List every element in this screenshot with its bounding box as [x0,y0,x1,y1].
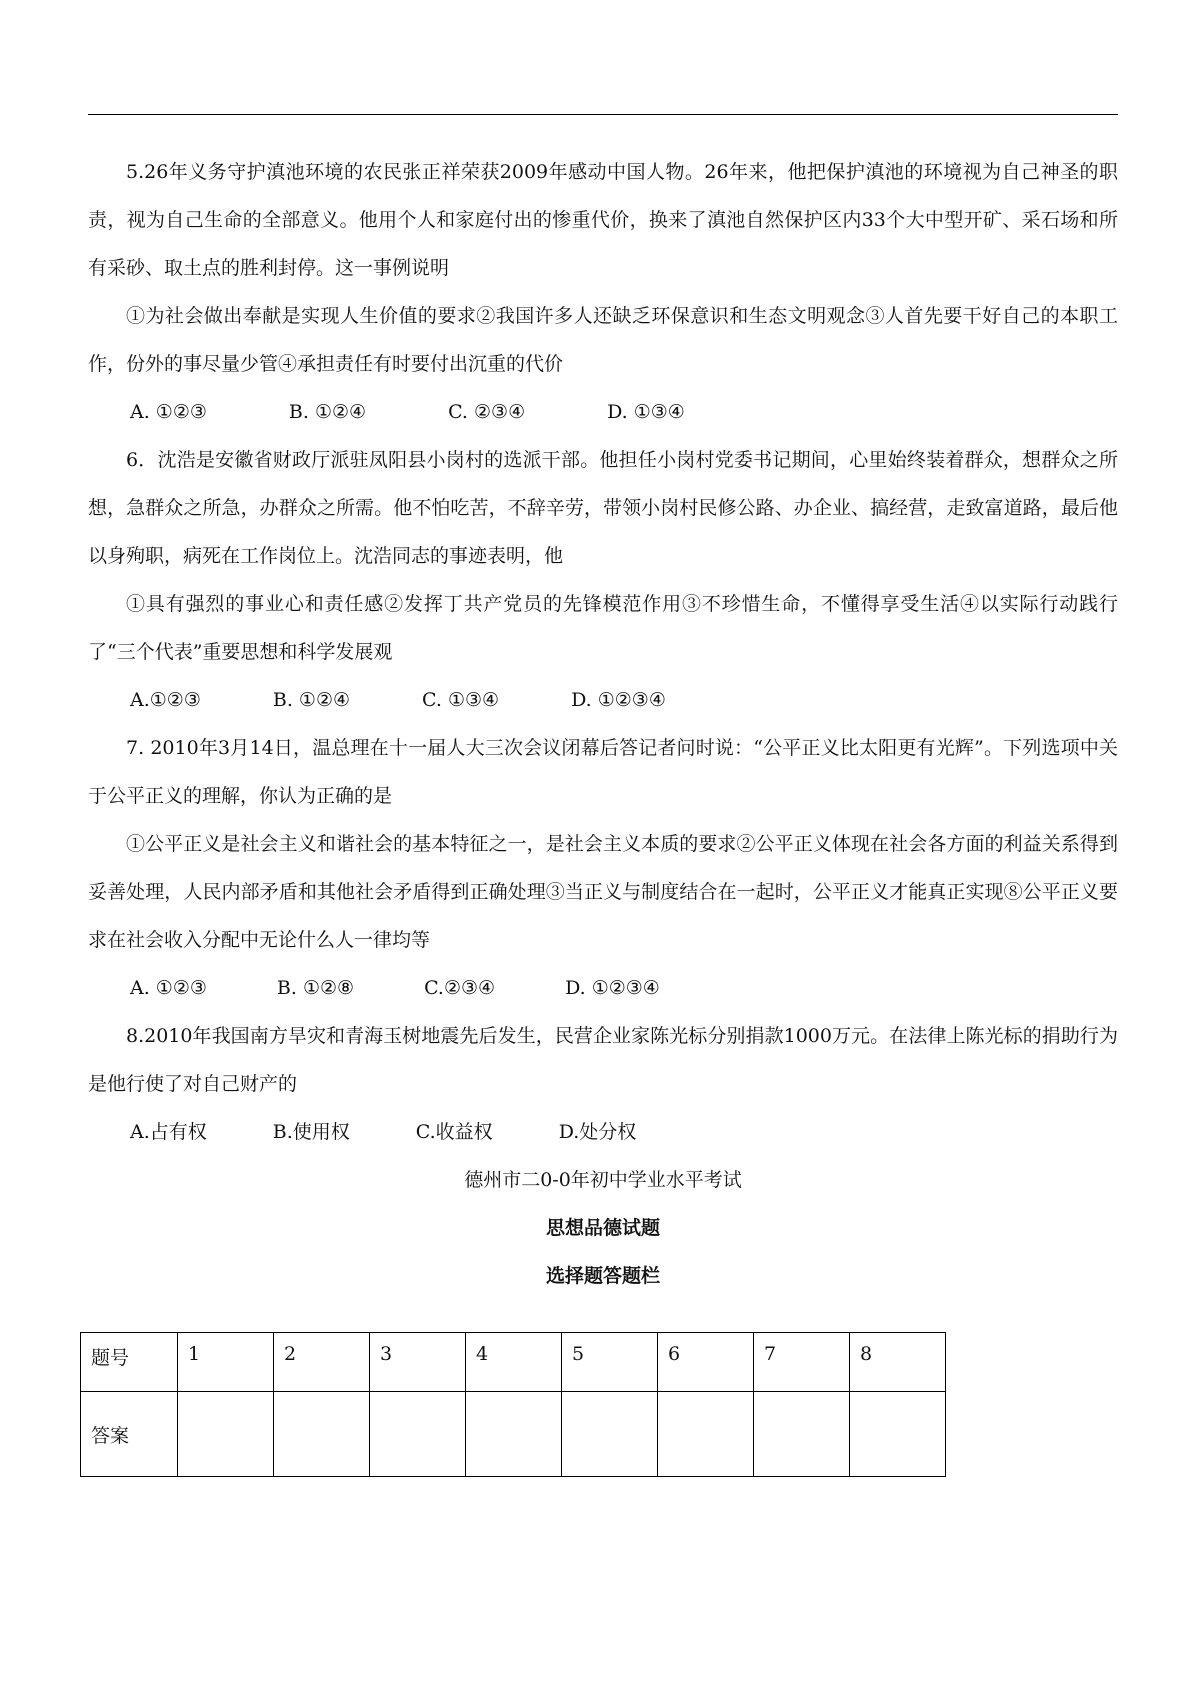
question-number-cell: 4 [466,1333,562,1392]
question-8 [88,1012,1118,1156]
question-7-stem: 7. 2010年3月14日，温总理在十一届人大三次会议闭幕后答记者问时说：“公平正义比太阳更有光辉”。下列选项中关于公平正义的理解，你认为正确的是 [88,737,1118,807]
question-5 [88,148,1118,436]
question-5-options [88,388,1118,436]
option-a: A.占有权 [130,1121,207,1143]
option-c: C. ②③④ [448,401,526,423]
question-number-cell: 5 [562,1333,658,1392]
question-number-cell: 8 [850,1333,946,1392]
table-row-answers [81,1392,946,1477]
option-c: C. ①③④ [422,689,500,711]
option-b: B. ①②④ [288,401,367,423]
option-c: C.收益权 [415,1121,493,1143]
question-number-cell: 1 [178,1333,274,1392]
question-6-options [88,676,1118,724]
option-d: D. ①③④ [607,401,685,423]
question-5-statements: ①为社会做出奉献是实现人生价值的要求②我国许多人还缺乏环保意识和生态文明观念③人首先要干好自己的本职工作，份外的事尽量少管④承担责任有时要付出沉重的代价 [88,305,1118,375]
exam-name: 德州市二0-0年初中学业水平考试 [464,1169,742,1191]
answer-cell[interactable] [850,1392,946,1477]
option-d: D. ①②③④ [571,689,666,711]
question-number-cell: 6 [658,1333,754,1392]
option-b: B.使用权 [272,1121,350,1143]
answer-cell[interactable] [274,1392,370,1477]
option-b: B. ①②⑧ [276,977,355,999]
answer-cell[interactable] [370,1392,466,1477]
question-7-options [88,964,1118,1012]
answer-cell[interactable] [754,1392,850,1477]
option-b: B. ①②④ [272,689,351,711]
answer-cell[interactable] [178,1392,274,1477]
answer-cell[interactable] [466,1392,562,1477]
question-list [88,148,1118,1300]
option-a: A. ①②③ [130,977,207,999]
option-d: D. ①②③④ [565,977,660,999]
option-a: A. ①②③ [130,401,207,423]
question-8-options [88,1108,1118,1156]
question-5-stem: 5.26年义务守护滇池环境的农民张正祥荣获2009年感动中国人物。26年来，他把保护滇池的环境视为自己神圣的职责，视为自己生命的全部意义。他用个人和家庭付出的惨重代价，换来了滇池自然保护区内33个大中型开矿、采石场和所有采砂、取土点的胜利封停。这一事例说明 [88,161,1118,279]
answer-cell[interactable] [562,1392,658,1477]
row-label-answer: 答案 [81,1392,178,1477]
option-a: A.①②③ [130,689,201,711]
question-7 [88,724,1118,1012]
table-row-numbers [81,1333,946,1392]
answer-table [80,1332,946,1477]
question-number-cell: 2 [274,1333,370,1392]
subject-title: 思想品德试题 [545,1217,660,1239]
section-title: 选择题答题栏 [545,1265,660,1287]
question-number-cell: 7 [754,1333,850,1392]
question-6-stem: 6．沈浩是安徽省财政厅派驻凤阳县小岗村的选派干部。他担任小岗村党委书记期间，心里始终装着群众，想群众之所想，急群众之所急，办群众之所需。他不怕吃苦，不辞辛劳，带领小岗村民修公路、办企业、搞经营，走致富道路，最后他以身殉职，病死在工作岗位上。沈浩同志的事迹表明，他 [88,449,1118,567]
answer-cell[interactable] [658,1392,754,1477]
option-c: C.②③④ [424,977,496,999]
question-6-statements: ①具有强烈的事业心和责任感②发挥丁共产党员的先锋模范作用③不珍惜生命，不懂得享受生活④以实际行动践行了“三个代表”重要思想和科学发展观 [88,593,1118,663]
row-label-number: 题号 [81,1333,178,1392]
question-7-statements: ①公平正义是社会主义和谐社会的基本特征之一，是社会主义本质的要求②公平正义体现在社会各方面的利益关系得到妥善处理，人民内部矛盾和其他社会矛盾得到正确处理③当正义与制度结合在一起时，公平正义才能真正实现⑧公平正义要求在社会收入分配中无论什么人一律均等 [88,833,1118,951]
question-6 [88,436,1118,724]
question-number-cell: 3 [370,1333,466,1392]
header-rule [88,114,1118,115]
question-8-stem: 8.2010年我国南方旱灾和青海玉树地震先后发生，民营企业家陈光标分别捐款1000万元。在法律上陈光标的捐助行为是他行使了对自己财产的 [88,1025,1118,1095]
option-d: D.处分权 [558,1121,637,1143]
